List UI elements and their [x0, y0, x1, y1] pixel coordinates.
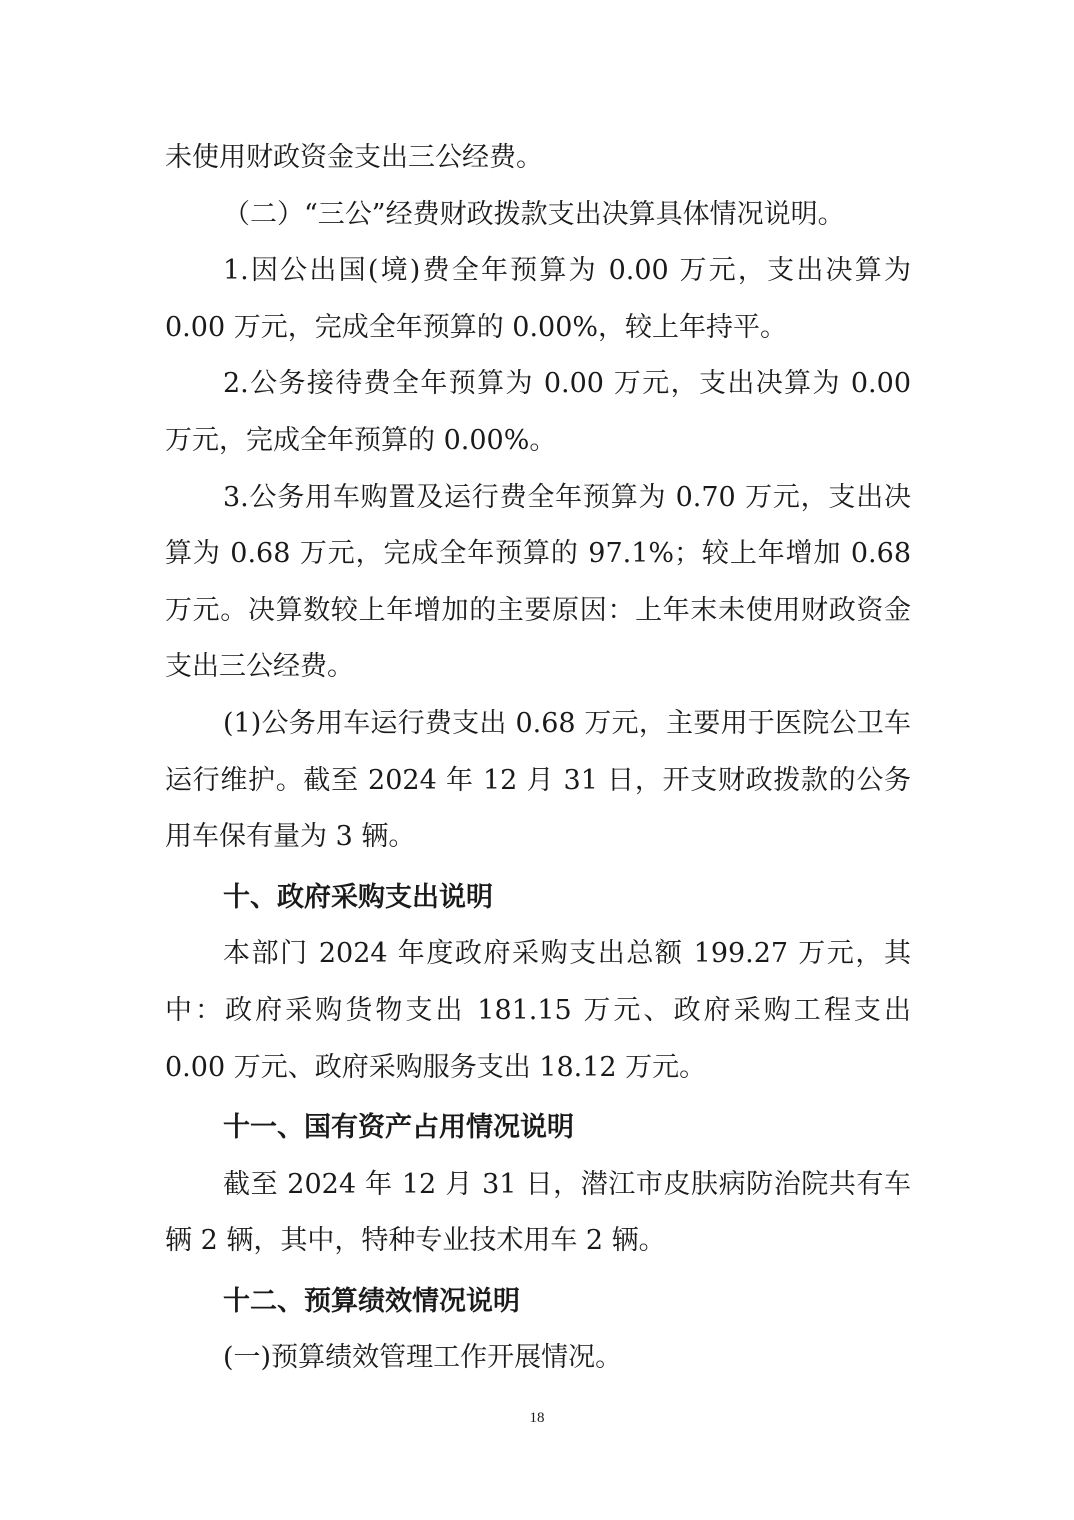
paragraph-continuation: 未使用财政资金支出三公经费。: [165, 142, 543, 173]
section-heading-procurement: 十、政府采购支出说明: [223, 881, 493, 913]
paragraph-vehicle-operation: (1)公务用车运行费支出 0.68 万元，主要用于医院公卫车运行维护。截至 2024 年 12 月 31 日，开支财政拨款的公务用车保有量为 3 辆。: [165, 707, 911, 853]
paragraph-performance-management: (一)预算绩效管理工作开展情况。: [223, 1342, 623, 1374]
paragraph-state-assets: 截至 2024 年 12 月 31 日，潜江市皮肤病防治院共有车辆 2 辆，其中，特种专业技术用车 2 辆。: [165, 1168, 911, 1257]
document-body: [165, 130, 911, 1387]
page-number: 18: [529, 1410, 545, 1426]
section-heading-state-assets: 十一、国有资产占用情况说明: [223, 1112, 574, 1144]
paragraph-official-reception: 2.公务接待费全年预算为 0.00 万元，支出决算为 0.00 万元，完成全年预算的 0.00%。: [165, 368, 911, 456]
paragraph-official-vehicles: 3.公务用车购置及运行费全年预算为 0.70 万元，支出决算为 0.68 万元，完成全年预算的 97.1%；较上年增加 0.68 万元。决算数较上年增加的主要原因：上年末未使用财政资金支出三公经费。: [165, 481, 911, 683]
subsection-title-three-public-expenses: （二）“三公”经费财政拨款支出决算具体情况说明。: [223, 198, 845, 230]
paragraph-overseas-travel: 1.因公出国(境)费全年预算为 0.00 万元，支出决算为 0.00 万元，完成全年预算的 0.00%，较上年持平。: [165, 255, 911, 343]
paragraph-procurement: 本部门 2024 年度政府采购支出总额 199.27 万元，其中：政府采购货物支出 181.15 万元、政府采购工程支出 0.00 万元、政府采购服务支出 18.12 万元。: [165, 938, 911, 1083]
section-heading-performance: 十二、预算绩效情况说明: [223, 1285, 520, 1317]
